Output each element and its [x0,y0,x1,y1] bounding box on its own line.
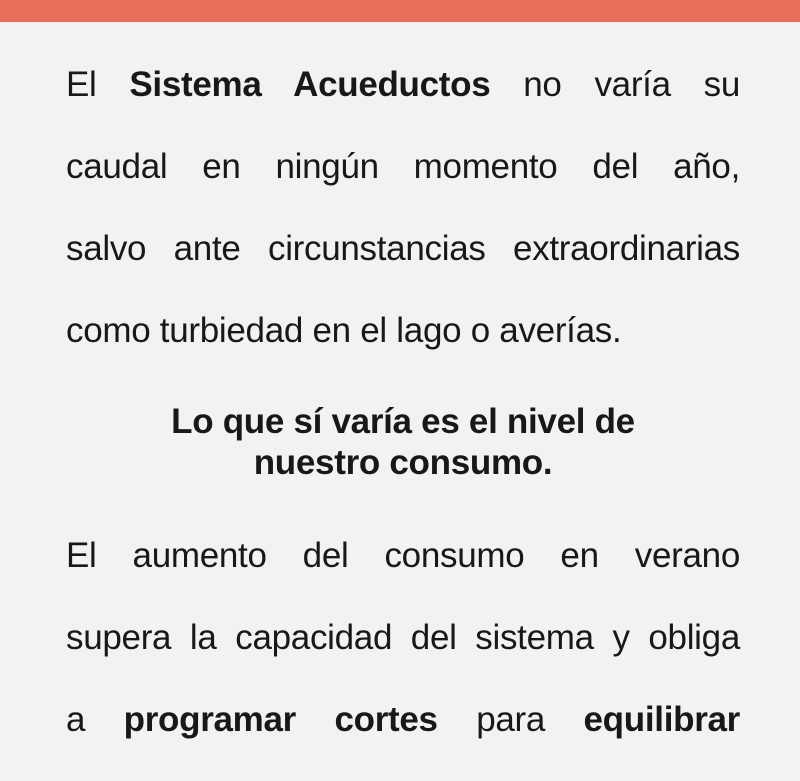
body-text: a [66,700,124,739]
emphasis-text: Sistema Acueductos [129,65,491,104]
body-text: El aumento del consumo en verano [66,536,740,575]
emphasis-text: Lo que sí varía es el nivel de [171,402,635,441]
emphasis-text: nuestro consumo. [253,443,553,482]
text-line [66,535,740,617]
top-accent-bar [0,0,800,22]
body-text: no varía su [490,65,740,104]
body-text: caudal en ningún momento del año, [66,147,740,186]
text-line [66,64,740,146]
emphasis-text: equilibrar [583,700,740,739]
paragraph-system-flow [66,64,740,351]
text-line [66,442,740,483]
emphasis-text: programar cortes [123,700,438,739]
text-line [66,401,740,442]
text-line [66,146,740,228]
body-text: supera la capacidad del sistema y obliga [66,618,740,657]
body-text: para [437,700,584,739]
body-text: como turbiedad en el lago o averías. [66,311,622,350]
body-text: El [66,65,130,104]
paragraph-consumption-level [66,401,740,483]
text-line [66,699,740,781]
text-line [66,310,740,351]
text-line [66,228,740,310]
body-text: salvo ante circunstancias extraordinarias [66,229,740,268]
paragraph-summer-increase [66,535,740,781]
text-content [0,22,800,781]
text-line [66,617,740,699]
